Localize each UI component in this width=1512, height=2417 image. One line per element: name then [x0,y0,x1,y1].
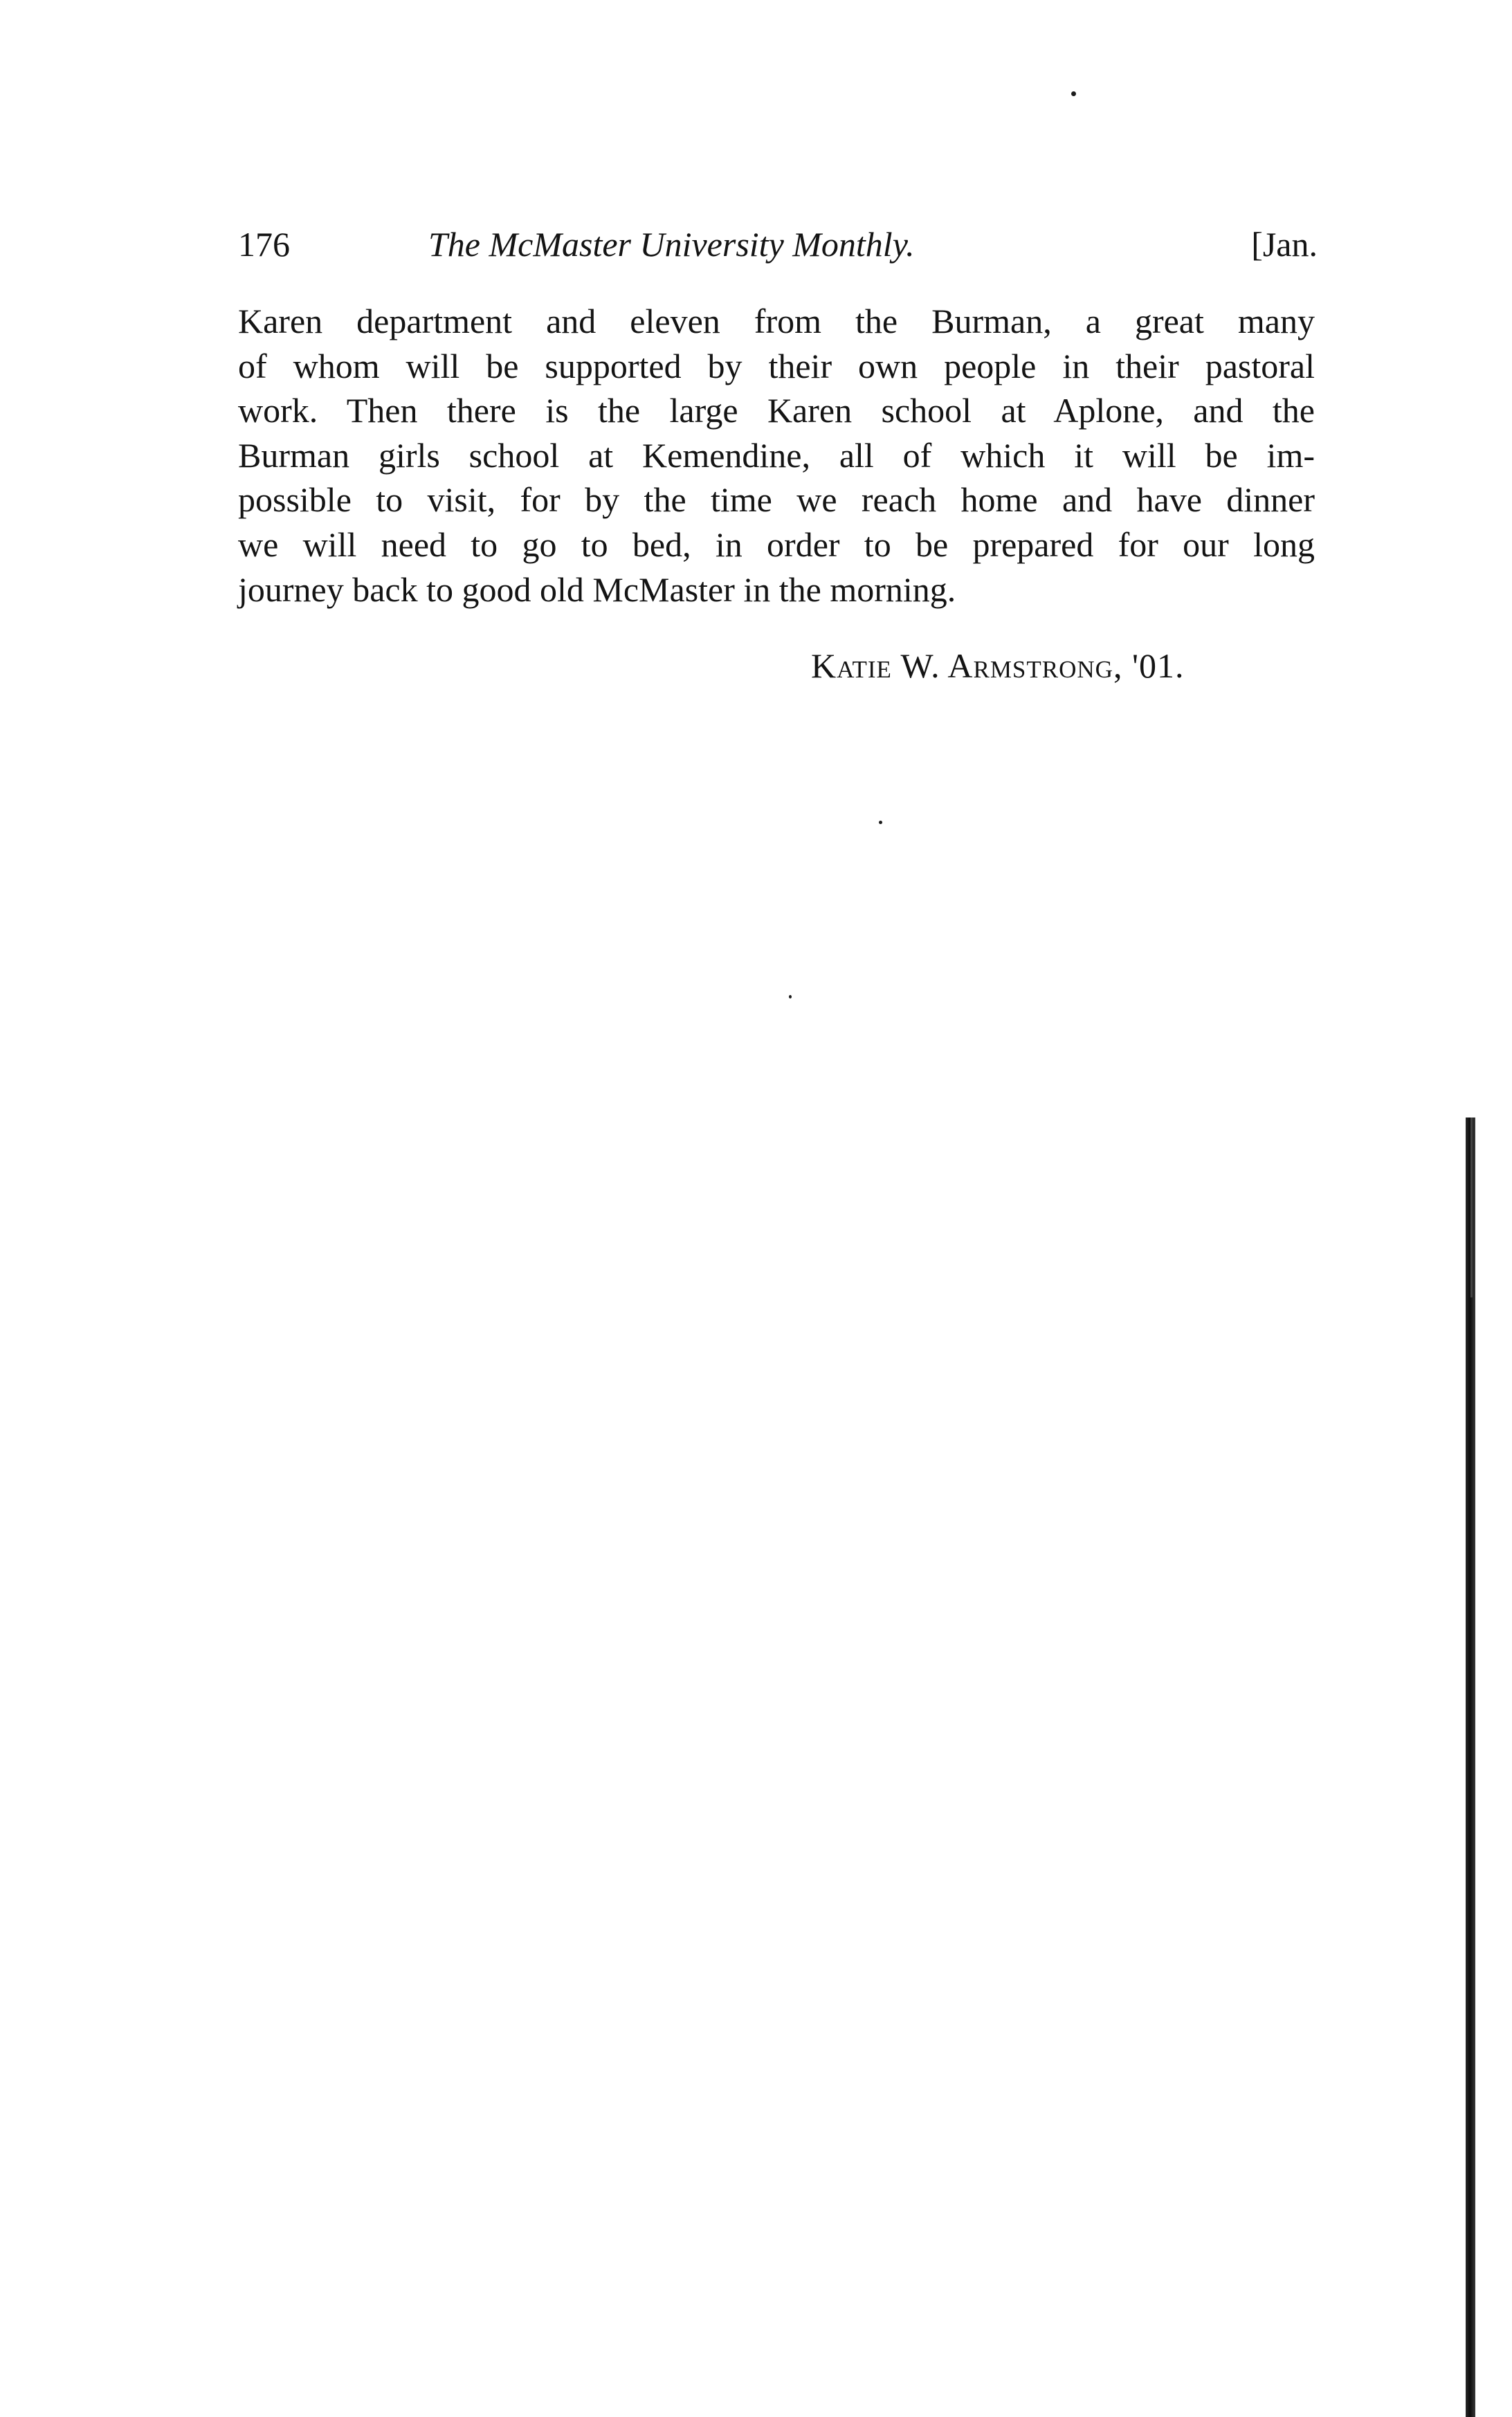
body-paragraph [238,299,1315,612]
scan-speck [1071,91,1076,96]
author-signature: Katie W. Armstrong, '01. [811,646,1185,685]
body-line: work. Then there is the large Karen school at Aplone, and the [238,391,1315,430]
body-line: Burman girls school at Kemendine, all of which it will be im- [238,435,1315,475]
issue-month: [Jan. [1251,225,1318,264]
running-head [238,220,1318,268]
page-number: 176 [238,225,290,264]
body-line: Karen department and eleven from the Burman, a great many [238,302,1315,340]
scan-speck [789,995,792,998]
scan-speck [879,821,882,824]
body-line: journey back to good old McMaster in the morning. [238,569,956,609]
journal-title: The McMaster University Monthly. [428,225,915,264]
page-edge-line [1470,1118,1473,1297]
body-line: possible to visit, for by the time we reach home and have dinner [238,480,1315,520]
body-line: we will need to go to bed, in order to be prepared for our long [238,525,1315,564]
body-line: of whom will be supported by their own people in their pastoral [238,346,1315,385]
page-edge-shadow [1466,1118,1475,2417]
